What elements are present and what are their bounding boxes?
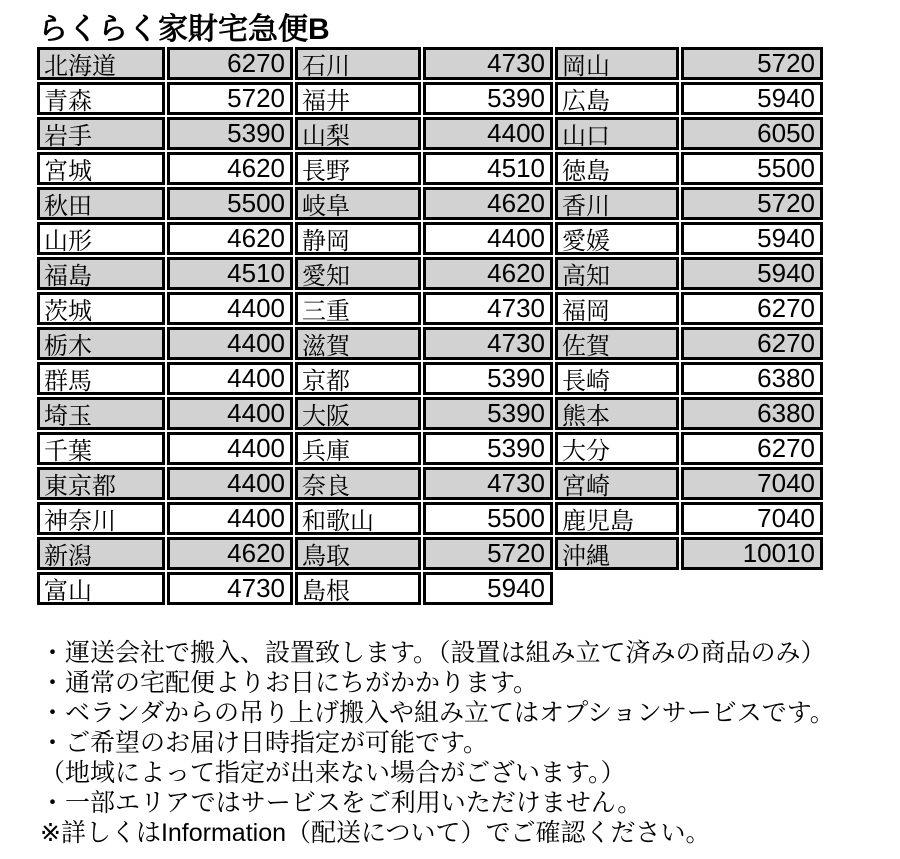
price-cell: 5390 <box>423 397 553 430</box>
price-cell: 5390 <box>423 82 553 115</box>
price-cell: 4400 <box>167 397 293 430</box>
price-cell: 6270 <box>167 47 293 80</box>
prefecture-cell: 長野 <box>295 152 421 185</box>
price-cell: 4400 <box>423 117 553 150</box>
prefecture-cell: 埼玉 <box>37 397 165 430</box>
prefecture-cell: 京都 <box>295 362 421 395</box>
prefecture-cell: 栃木 <box>37 327 165 360</box>
price-cell: 4730 <box>167 572 293 605</box>
price-cell: 7040 <box>681 502 823 535</box>
price-cell: 5500 <box>681 152 823 185</box>
prefecture-cell: 富山 <box>37 572 165 605</box>
fare-table <box>37 47 823 605</box>
prefecture-cell: 北海道 <box>37 47 165 80</box>
price-cell: 5500 <box>423 502 553 535</box>
prefecture-cell: 兵庫 <box>295 432 421 465</box>
price-cell: 4730 <box>423 47 553 80</box>
prefecture-cell: 高知 <box>555 257 679 290</box>
price-cell: 4400 <box>167 362 293 395</box>
prefecture-cell: 千葉 <box>37 432 165 465</box>
note-line: （地域によって指定が出来ない場合がございます。） <box>40 759 626 787</box>
prefecture-cell: 大分 <box>555 432 679 465</box>
price-cell: 4620 <box>167 537 293 570</box>
prefecture-cell: 滋賀 <box>295 327 421 360</box>
prefecture-cell: 岐阜 <box>295 187 421 220</box>
note-line: ・ベランダからの吊り上げ搬入や組み立てはオプションサービスです。 <box>40 699 835 727</box>
prefecture-cell: 宮崎 <box>555 467 679 500</box>
price-cell: 7040 <box>681 467 823 500</box>
prefecture-cell: 大阪 <box>295 397 421 430</box>
prefecture-cell: 宮城 <box>37 152 165 185</box>
price-cell: 4620 <box>167 222 293 255</box>
prefecture-cell: 福井 <box>295 82 421 115</box>
prefecture-cell: 福島 <box>37 257 165 290</box>
prefecture-cell: 青森 <box>37 82 165 115</box>
prefecture-cell: 山梨 <box>295 117 421 150</box>
price-cell: 5500 <box>167 187 293 220</box>
price-cell: 4510 <box>167 257 293 290</box>
empty-cell <box>555 572 679 605</box>
empty-cell <box>681 572 823 605</box>
prefecture-cell: 福岡 <box>555 292 679 325</box>
price-cell: 4400 <box>167 502 293 535</box>
prefecture-cell: 静岡 <box>295 222 421 255</box>
prefecture-cell: 徳島 <box>555 152 679 185</box>
prefecture-cell: 三重 <box>295 292 421 325</box>
page-title: らくらく家財宅急便B <box>38 13 330 46</box>
price-cell: 5390 <box>423 432 553 465</box>
note-line: ・一部エリアではサービスをご利用いただけません。 <box>40 789 643 817</box>
prefecture-cell: 愛媛 <box>555 222 679 255</box>
prefecture-cell: 神奈川 <box>37 502 165 535</box>
notes-section <box>40 638 890 848</box>
price-cell: 4730 <box>423 467 553 500</box>
price-cell: 4400 <box>167 292 293 325</box>
price-cell: 6270 <box>681 327 823 360</box>
price-cell: 5720 <box>167 82 293 115</box>
prefecture-cell: 岡山 <box>555 47 679 80</box>
prefecture-cell: 熊本 <box>555 397 679 430</box>
price-cell: 4400 <box>167 432 293 465</box>
price-cell: 4620 <box>167 152 293 185</box>
prefecture-cell: 茨城 <box>37 292 165 325</box>
price-cell: 5390 <box>167 117 293 150</box>
note-line: ※詳しくはInformation（配送について）でご確認ください。 <box>40 819 711 847</box>
price-cell: 6270 <box>681 292 823 325</box>
price-cell: 4620 <box>423 187 553 220</box>
prefecture-cell: 群馬 <box>37 362 165 395</box>
prefecture-cell: 長崎 <box>555 362 679 395</box>
price-cell: 6380 <box>681 397 823 430</box>
price-cell: 5940 <box>681 257 823 290</box>
price-cell: 5940 <box>681 82 823 115</box>
note-line: ・運送会社で搬入、設置致します。（設置は組み立て済みの商品のみ） <box>40 639 826 667</box>
price-cell: 6270 <box>681 432 823 465</box>
prefecture-cell: 秋田 <box>37 187 165 220</box>
prefecture-cell: 和歌山 <box>295 502 421 535</box>
prefecture-cell: 沖縄 <box>555 537 679 570</box>
note-line: ・通常の宅配便よりお日にちがかかります。 <box>40 669 539 697</box>
prefecture-cell: 鹿児島 <box>555 502 679 535</box>
price-cell: 4620 <box>423 257 553 290</box>
price-cell: 4400 <box>423 222 553 255</box>
prefecture-cell: 奈良 <box>295 467 421 500</box>
prefecture-cell: 鳥取 <box>295 537 421 570</box>
price-cell: 5390 <box>423 362 553 395</box>
price-cell: 5720 <box>681 187 823 220</box>
price-cell: 5940 <box>681 222 823 255</box>
prefecture-cell: 香川 <box>555 187 679 220</box>
price-cell: 5720 <box>423 537 553 570</box>
prefecture-cell: 広島 <box>555 82 679 115</box>
price-cell: 5720 <box>681 47 823 80</box>
price-cell: 4400 <box>167 327 293 360</box>
prefecture-cell: 愛知 <box>295 257 421 290</box>
note-line: ・ご希望のお届け日時指定が可能です。 <box>40 729 489 757</box>
price-cell: 10010 <box>681 537 823 570</box>
price-cell: 5940 <box>423 572 553 605</box>
prefecture-cell: 山口 <box>555 117 679 150</box>
prefecture-cell: 岩手 <box>37 117 165 150</box>
price-cell: 4510 <box>423 152 553 185</box>
prefecture-cell: 山形 <box>37 222 165 255</box>
price-cell: 4400 <box>167 467 293 500</box>
price-cell: 4730 <box>423 292 553 325</box>
prefecture-cell: 石川 <box>295 47 421 80</box>
prefecture-cell: 新潟 <box>37 537 165 570</box>
price-cell: 4730 <box>423 327 553 360</box>
price-cell: 6380 <box>681 362 823 395</box>
prefecture-cell: 島根 <box>295 572 421 605</box>
prefecture-cell: 佐賀 <box>555 327 679 360</box>
price-cell: 6050 <box>681 117 823 150</box>
prefecture-cell: 東京都 <box>37 467 165 500</box>
